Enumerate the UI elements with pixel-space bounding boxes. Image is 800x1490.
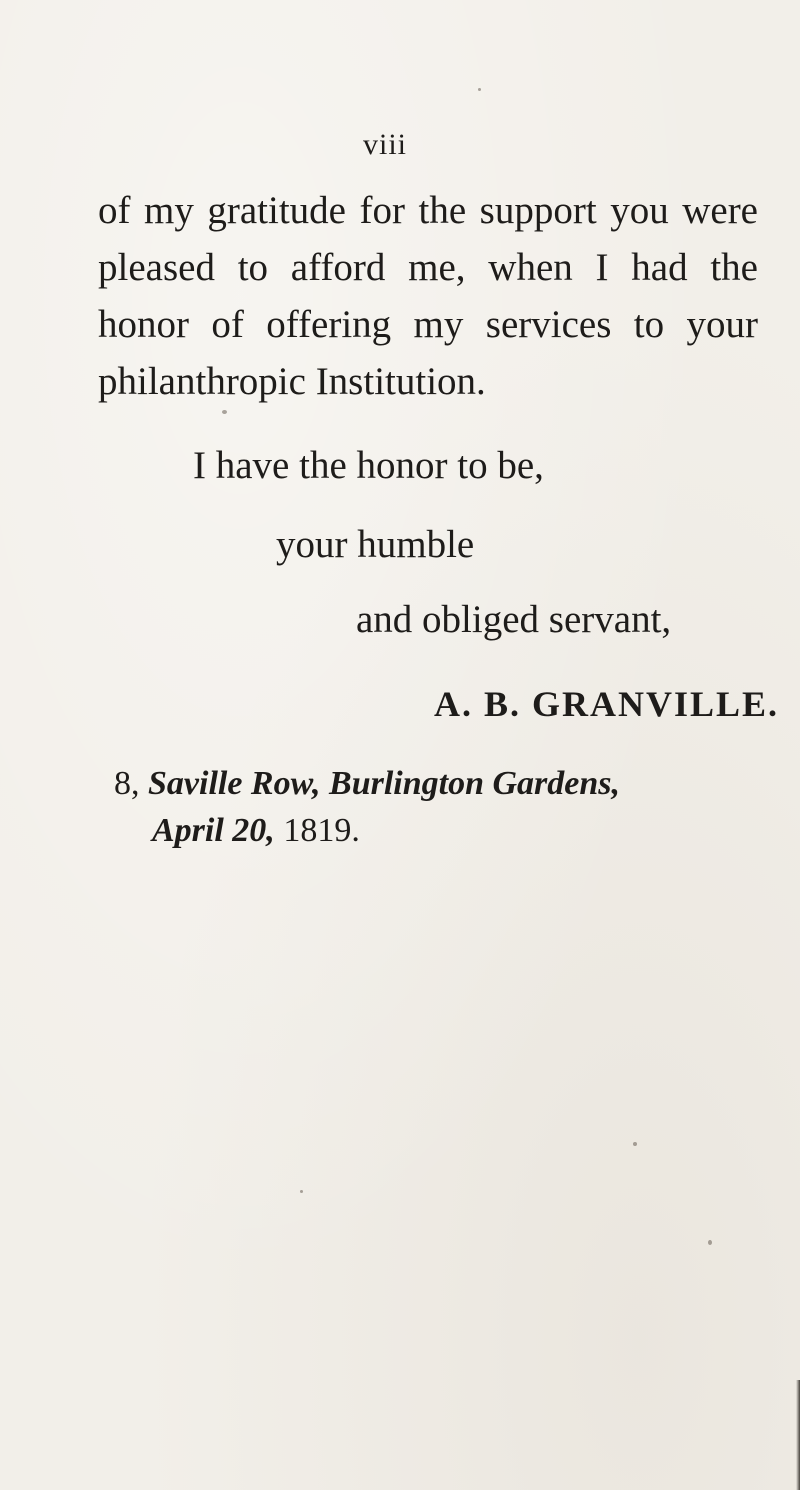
date-year: 1819. (283, 812, 360, 849)
date-month-day: April 20, (152, 812, 275, 849)
paper-speck (633, 1142, 637, 1146)
date-line (152, 812, 360, 850)
paragraph-line: philanthropic Institution. (98, 360, 486, 403)
paper-speck (222, 410, 227, 414)
address-street: Saville Row, (148, 765, 321, 802)
page-number (0, 130, 800, 160)
paper-speck (478, 88, 481, 91)
page-edge-shadow (796, 1380, 800, 1490)
address-line (114, 765, 620, 803)
letter-paragraph (98, 182, 758, 410)
address-number: 8, (114, 765, 140, 802)
closing-line: I have the honor to be, (193, 444, 544, 487)
paragraph-line: honor of offering my services to your (98, 303, 758, 346)
paper-speck (300, 1190, 303, 1193)
closing-line: and obliged servant, (356, 598, 672, 641)
closing-line: your humble (276, 523, 475, 566)
address-place: Burlington Gardens, (329, 765, 621, 802)
page-number-text: viii (362, 128, 407, 161)
paper-speck (708, 1240, 712, 1245)
paragraph-line: of my gratitude for the support you were (98, 189, 758, 232)
paragraph-line: pleased to afford me, when I had the (98, 246, 758, 289)
signature-name: A. B. GRANVILLE. (434, 684, 780, 724)
